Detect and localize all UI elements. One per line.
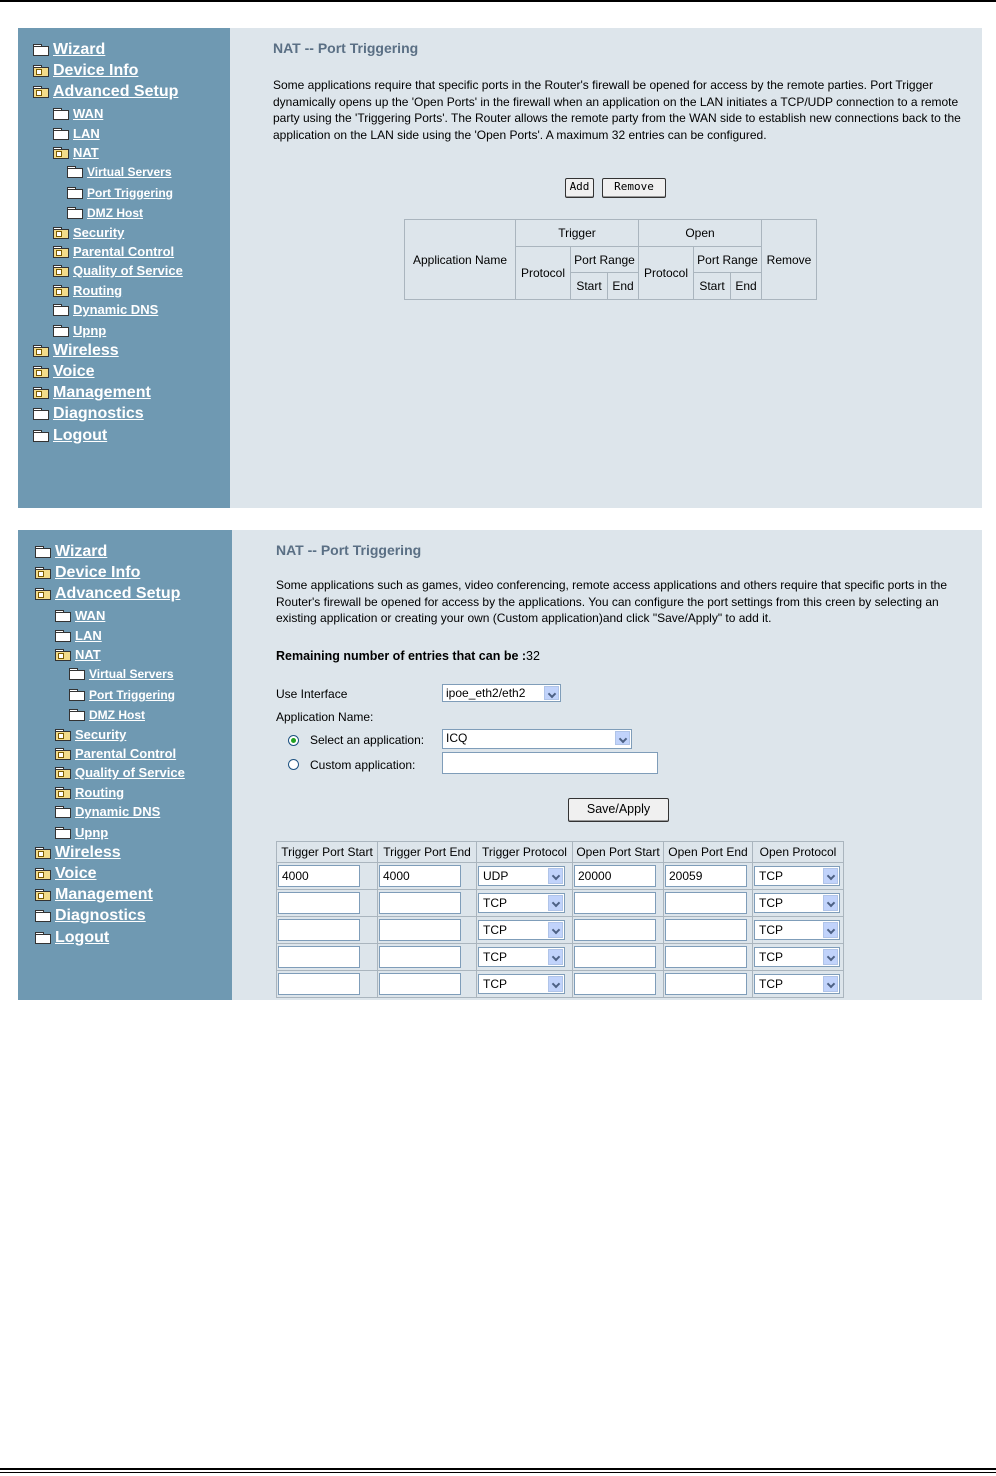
- sidebar-item-quality-of-service[interactable]: [55, 765, 185, 780]
- save-apply-button[interactable]: Save/Apply: [568, 798, 669, 822]
- folder-icon: [55, 806, 71, 818]
- sidebar-item-security[interactable]: [55, 727, 126, 742]
- sidebar-item-port-triggering[interactable]: [69, 688, 175, 702]
- sidebar-item-parental-control[interactable]: [55, 746, 176, 761]
- sidebar-item-device-info[interactable]: [33, 62, 138, 80]
- sidebar-item-lan[interactable]: [53, 126, 100, 141]
- folder-plus-icon: [53, 265, 69, 277]
- sidebar-item-dmz-host[interactable]: [69, 708, 145, 722]
- open-port-end-input[interactable]: [665, 973, 747, 995]
- sidebar-menu: [18, 28, 230, 508]
- sidebar-item-wan[interactable]: [53, 106, 103, 121]
- sidebar-item-label[interactable]: Quality of Service: [75, 765, 185, 780]
- sidebar-item-label[interactable]: Voice: [55, 865, 97, 882]
- col-open-protocol: Open Protocol: [753, 842, 844, 863]
- protocol-value: TCP: [483, 950, 507, 964]
- col-trigger: Trigger: [516, 220, 639, 247]
- table-cell: [753, 971, 844, 998]
- col-open-start: Start: [694, 273, 731, 300]
- sidebar-item-label[interactable]: Security: [75, 727, 127, 742]
- protocol-value: TCP: [759, 950, 783, 964]
- trigger-port-start-input[interactable]: [278, 892, 360, 914]
- col-trigger-port-end: Trigger Port End: [378, 842, 477, 863]
- sidebar-item-voice[interactable]: [35, 865, 97, 883]
- table-cell: [378, 944, 477, 971]
- sidebar-item-label[interactable]: Logout: [55, 929, 110, 946]
- table-cell: [277, 863, 378, 890]
- open-port-end-input[interactable]: [665, 946, 747, 968]
- chevron-down-icon: [548, 868, 563, 884]
- table-cell: [378, 890, 477, 917]
- folder-icon: [53, 304, 69, 316]
- sidebar-item-label[interactable]: Advanced Setup: [53, 83, 179, 100]
- sidebar-item-wan[interactable]: [55, 608, 105, 623]
- sidebar-item-dmz-host[interactable]: [67, 206, 143, 220]
- trigger-port-end-input[interactable]: [379, 892, 461, 914]
- folder-plus-icon: [35, 889, 51, 901]
- table-cell: [573, 944, 664, 971]
- table-cell: [573, 863, 664, 890]
- page-title: NAT -- Port Triggering: [276, 542, 422, 558]
- sidebar-item-diagnostics[interactable]: [33, 405, 144, 423]
- sidebar-item-label[interactable]: Dynamic DNS: [75, 804, 161, 819]
- sidebar-item-label[interactable]: Advanced Setup: [55, 585, 181, 602]
- chevron-down-icon: [544, 686, 559, 700]
- chevron-down-icon: [823, 949, 838, 965]
- folder-plus-icon: [55, 787, 71, 799]
- sidebar-item-label[interactable]: Wizard: [53, 41, 106, 58]
- sidebar-item-device-info[interactable]: [35, 564, 140, 582]
- open-port-end-input[interactable]: 20059: [665, 865, 747, 887]
- sidebar-item-label[interactable]: DMZ Host: [87, 206, 143, 220]
- sidebar-item-wizard[interactable]: [35, 543, 107, 561]
- col-trigger-protocol: Trigger Protocol: [477, 842, 573, 863]
- use-interface-value: ipoe_eth2/eth2: [446, 686, 526, 700]
- remaining-entries: [276, 649, 540, 663]
- sidebar-item-label[interactable]: Logout: [53, 427, 108, 444]
- table-cell: [753, 863, 844, 890]
- protocol-value: TCP: [483, 977, 507, 991]
- table-cell: [277, 944, 378, 971]
- trigger-port-start-input[interactable]: [278, 919, 360, 941]
- table-cell: [664, 917, 753, 944]
- application-select-value: ICQ: [446, 731, 468, 745]
- folder-plus-icon: [35, 588, 51, 600]
- sidebar-item-label[interactable]: DMZ Host: [89, 708, 145, 722]
- sidebar-item-label[interactable]: Device Info: [53, 62, 139, 79]
- open-protocol-select[interactable]: [754, 893, 840, 913]
- open-port-end-input[interactable]: [665, 892, 747, 914]
- folder-icon: [33, 44, 49, 56]
- bottom-rule-thin: [0, 1472, 996, 1473]
- sidebar-item-label[interactable]: Wireless: [53, 342, 119, 359]
- protocol-value: TCP: [759, 977, 783, 991]
- sidebar-item-nat[interactable]: [55, 647, 101, 662]
- sidebar-item-label[interactable]: Voice: [53, 363, 95, 380]
- page-description: Some applications require that specific ports in the Router's firewall be opened for access by the remote parties. Port Trigger dynamically opens up the 'Open Ports' in the firewall when an application on the LAN initiates a TCP/UDP connection to a remote party using the 'Triggering Ports'. The Router allows the remote party from the WAN side to establish new connections back to the application on the LAN side using the 'Open Ports'. A maximum 32 entries can be configured.: [273, 78, 961, 142]
- sidebar-item-virtual-servers[interactable]: [67, 165, 172, 179]
- sidebar-item-wireless[interactable]: [35, 844, 121, 862]
- sidebar-item-logout[interactable]: [33, 427, 107, 445]
- folder-plus-icon: [55, 729, 71, 741]
- table-cell: [477, 971, 573, 998]
- folder-plus-icon: [53, 227, 69, 239]
- add-button[interactable]: Add: [565, 178, 594, 198]
- application-select[interactable]: [442, 729, 632, 749]
- sidebar-item-label[interactable]: LAN: [73, 126, 100, 141]
- chevron-down-icon: [823, 868, 838, 884]
- col-open-port-range: Port Range: [694, 247, 762, 273]
- sidebar-item-label[interactable]: Routing: [73, 283, 123, 298]
- sidebar-item-management[interactable]: [33, 384, 151, 402]
- folder-plus-icon: [33, 345, 49, 357]
- bottom-rule: [0, 1468, 996, 1470]
- folder-plus-icon: [55, 649, 71, 661]
- folder-icon: [69, 668, 85, 680]
- custom-application-input[interactable]: [442, 752, 658, 774]
- sidebar-item-parental-control[interactable]: [53, 244, 174, 259]
- sidebar-item-virtual-servers[interactable]: [69, 667, 174, 681]
- folder-plus-icon: [33, 65, 49, 77]
- folder-icon: [53, 108, 69, 120]
- folder-icon: [33, 430, 49, 442]
- open-protocol-select[interactable]: [754, 974, 840, 994]
- sidebar-item-label[interactable]: Port Triggering: [87, 186, 174, 200]
- sidebar-item-label[interactable]: Parental Control: [75, 746, 177, 761]
- folder-plus-icon: [53, 285, 69, 297]
- sidebar-item-label[interactable]: NAT: [73, 145, 99, 160]
- trigger-protocol-select[interactable]: [478, 893, 565, 913]
- sidebar-item-logout[interactable]: [35, 929, 109, 947]
- sidebar-item-label[interactable]: Device Info: [55, 564, 141, 581]
- chevron-down-icon: [548, 895, 563, 911]
- trigger-protocol-select[interactable]: [478, 866, 565, 886]
- sidebar-item-lan[interactable]: [55, 628, 102, 643]
- folder-icon: [35, 910, 51, 922]
- chevron-down-icon: [823, 895, 838, 911]
- folder-plus-icon: [33, 366, 49, 378]
- sidebar-item-routing[interactable]: [53, 283, 122, 298]
- sidebar-item-label[interactable]: Management: [55, 886, 153, 903]
- sidebar-item-dynamic-dns[interactable]: [53, 302, 158, 317]
- sidebar-item-label[interactable]: Diagnostics: [53, 405, 144, 422]
- use-interface-label: Use Interface: [276, 687, 348, 701]
- sidebar-item-quality-of-service[interactable]: [53, 263, 183, 278]
- folder-icon: [69, 709, 85, 721]
- port-trigger-entry-table: [276, 841, 844, 998]
- table-cell: [664, 890, 753, 917]
- application-name-label: Application Name:: [276, 710, 374, 724]
- port-trigger-table: [404, 219, 817, 300]
- protocol-value: TCP: [759, 923, 783, 937]
- folder-plus-icon: [55, 748, 71, 760]
- sidebar-item-label[interactable]: LAN: [75, 628, 102, 643]
- col-open: Open: [639, 220, 762, 247]
- folder-icon: [67, 207, 83, 219]
- use-interface-select[interactable]: [442, 684, 561, 702]
- folder-plus-icon: [35, 847, 51, 859]
- protocol-value: TCP: [759, 869, 783, 883]
- table-cell: [477, 917, 573, 944]
- protocol-value: UDP: [483, 869, 509, 883]
- folder-icon: [33, 408, 49, 420]
- chevron-down-icon: [615, 731, 630, 745]
- page-title: NAT -- Port Triggering: [273, 40, 419, 56]
- top-rule: [0, 0, 996, 2]
- trigger-port-end-input[interactable]: 4000: [379, 865, 461, 887]
- sidebar-item-label[interactable]: Upnp: [75, 825, 109, 840]
- sidebar-item-upnp[interactable]: [55, 825, 108, 840]
- table-cell: [477, 863, 573, 890]
- open-port-end-input[interactable]: [665, 919, 747, 941]
- col-trigger-port-range: Port Range: [571, 247, 639, 273]
- folder-icon: [55, 630, 71, 642]
- protocol-value: TCP: [483, 923, 507, 937]
- folder-icon: [53, 128, 69, 140]
- table-row: [277, 863, 844, 890]
- sidebar-item-label[interactable]: Management: [53, 384, 151, 401]
- custom-application-label: Custom application:: [310, 758, 416, 772]
- folder-plus-icon: [55, 767, 71, 779]
- folder-plus-icon: [53, 246, 69, 258]
- folder-icon: [69, 689, 85, 701]
- trigger-protocol-select[interactable]: [478, 974, 565, 994]
- select-application-label: Select an application:: [310, 733, 425, 747]
- table-cell: [753, 917, 844, 944]
- chevron-down-icon: [548, 922, 563, 938]
- sidebar-item-voice[interactable]: [33, 363, 95, 381]
- sidebar-item-label[interactable]: Wizard: [55, 543, 108, 560]
- trigger-port-end-input[interactable]: [379, 973, 461, 995]
- sidebar-item-routing[interactable]: [55, 785, 124, 800]
- col-open-port-end: Open Port End: [664, 842, 753, 863]
- entry-rows: [277, 863, 844, 998]
- table-cell: [277, 917, 378, 944]
- page-description: Some applications such as games, video conferencing, remote access applications and others require that specific ports in the Router's firewall be opened for access by the applications. You can configure the port settings from this creen by selecting an existing application or creating your own (Custom application)and click "Save/Apply" to add it.: [276, 578, 948, 625]
- open-protocol-select[interactable]: [754, 866, 840, 886]
- sidebar-item-dynamic-dns[interactable]: [55, 804, 160, 819]
- sidebar-item-upnp[interactable]: [53, 323, 106, 338]
- chevron-down-icon: [548, 976, 563, 992]
- folder-icon: [55, 827, 71, 839]
- sidebar-item-label[interactable]: Diagnostics: [55, 907, 146, 924]
- screenshot-port-triggering-list: [18, 28, 982, 508]
- sidebar-item-label[interactable]: Virtual Servers: [89, 667, 174, 681]
- sidebar-item-wireless[interactable]: [33, 342, 119, 360]
- table-row: [277, 917, 844, 944]
- table-cell: [664, 863, 753, 890]
- chevron-down-icon: [548, 949, 563, 965]
- table-row: [277, 890, 844, 917]
- open-port-start-input[interactable]: [574, 973, 656, 995]
- sidebar-item-label[interactable]: Wireless: [55, 844, 121, 861]
- table-cell: [477, 890, 573, 917]
- open-protocol-select[interactable]: [754, 920, 840, 940]
- table-cell: [664, 971, 753, 998]
- sidebar-item-label[interactable]: Dynamic DNS: [73, 302, 159, 317]
- folder-icon: [53, 325, 69, 337]
- open-protocol-select[interactable]: [754, 947, 840, 967]
- col-open-port-start: Open Port Start: [573, 842, 664, 863]
- folder-plus-icon: [33, 86, 49, 98]
- open-port-start-input[interactable]: [574, 946, 656, 968]
- col-open-end: End: [731, 273, 762, 300]
- main-content: [232, 530, 982, 1000]
- sidebar-item-label[interactable]: NAT: [75, 647, 101, 662]
- trigger-protocol-select[interactable]: [478, 920, 565, 940]
- table-cell: [277, 890, 378, 917]
- table-cell: [378, 863, 477, 890]
- trigger-port-start-input[interactable]: [278, 946, 360, 968]
- folder-icon: [35, 546, 51, 558]
- open-port-start-input[interactable]: [574, 919, 656, 941]
- main-content: [230, 28, 982, 508]
- open-port-start-input[interactable]: 20000: [574, 865, 656, 887]
- sidebar-item-advanced-setup[interactable]: [35, 585, 180, 603]
- sidebar-menu: [18, 530, 232, 1000]
- protocol-value: TCP: [759, 896, 783, 910]
- folder-plus-icon: [35, 868, 51, 880]
- sidebar-item-diagnostics[interactable]: [35, 907, 146, 925]
- col-trigger-port-start: Trigger Port Start: [277, 842, 378, 863]
- table-cell: [664, 944, 753, 971]
- custom-application-radio[interactable]: [288, 759, 299, 770]
- trigger-port-start-input[interactable]: [278, 973, 360, 995]
- trigger-port-start-input[interactable]: 4000: [278, 865, 360, 887]
- col-remove: Remove: [762, 220, 817, 300]
- col-trigger-protocol: Protocol: [516, 247, 571, 300]
- sidebar-item-label[interactable]: Routing: [75, 785, 125, 800]
- col-application-name: Application Name: [405, 220, 516, 300]
- open-port-start-input[interactable]: [574, 892, 656, 914]
- table-cell: [573, 971, 664, 998]
- sidebar-item-label[interactable]: Virtual Servers: [87, 165, 172, 179]
- table-cell: [477, 944, 573, 971]
- sidebar-item-nat[interactable]: [53, 145, 99, 160]
- remove-button[interactable]: Remove: [602, 178, 666, 198]
- remaining-value: 32: [526, 649, 540, 663]
- folder-plus-icon: [53, 147, 69, 159]
- col-trigger-start: Start: [571, 273, 608, 300]
- folder-plus-icon: [35, 567, 51, 579]
- folder-icon: [35, 932, 51, 944]
- folder-icon: [67, 187, 83, 199]
- trigger-port-end-input[interactable]: [379, 919, 461, 941]
- table-cell: [378, 971, 477, 998]
- sidebar-item-label[interactable]: Parental Control: [73, 244, 175, 259]
- sidebar-item-label[interactable]: Quality of Service: [73, 263, 183, 278]
- trigger-port-end-input[interactable]: [379, 946, 461, 968]
- sidebar-item-advanced-setup[interactable]: [33, 83, 178, 101]
- table-cell: [378, 917, 477, 944]
- col-trigger-end: End: [608, 273, 639, 300]
- table-cell: [573, 917, 664, 944]
- sidebar-item-port-triggering[interactable]: [67, 186, 173, 200]
- trigger-protocol-select[interactable]: [478, 947, 565, 967]
- sidebar-item-label[interactable]: WAN: [73, 106, 104, 121]
- select-application-radio[interactable]: [288, 735, 299, 746]
- table-cell: [753, 890, 844, 917]
- col-open-protocol: Protocol: [639, 247, 694, 300]
- sidebar-item-wizard[interactable]: [33, 41, 105, 59]
- folder-icon: [55, 610, 71, 622]
- table-cell: [573, 890, 664, 917]
- sidebar-item-security[interactable]: [53, 225, 124, 240]
- table-row: [277, 971, 844, 998]
- sidebar-item-label[interactable]: Port Triggering: [89, 688, 176, 702]
- chevron-down-icon: [823, 922, 838, 938]
- table-cell: [753, 944, 844, 971]
- protocol-value: TCP: [483, 896, 507, 910]
- folder-plus-icon: [33, 387, 49, 399]
- folder-icon: [67, 166, 83, 178]
- sidebar-item-management[interactable]: [35, 886, 153, 904]
- screenshot-port-triggering-add: [18, 530, 982, 1000]
- table-cell: [277, 971, 378, 998]
- sidebar-item-label[interactable]: Upnp: [73, 323, 107, 338]
- sidebar-item-label[interactable]: WAN: [75, 608, 106, 623]
- table-row: [277, 944, 844, 971]
- remaining-label: Remaining number of entries that can be :: [276, 649, 527, 663]
- sidebar-item-label[interactable]: Security: [73, 225, 125, 240]
- chevron-down-icon: [823, 976, 838, 992]
